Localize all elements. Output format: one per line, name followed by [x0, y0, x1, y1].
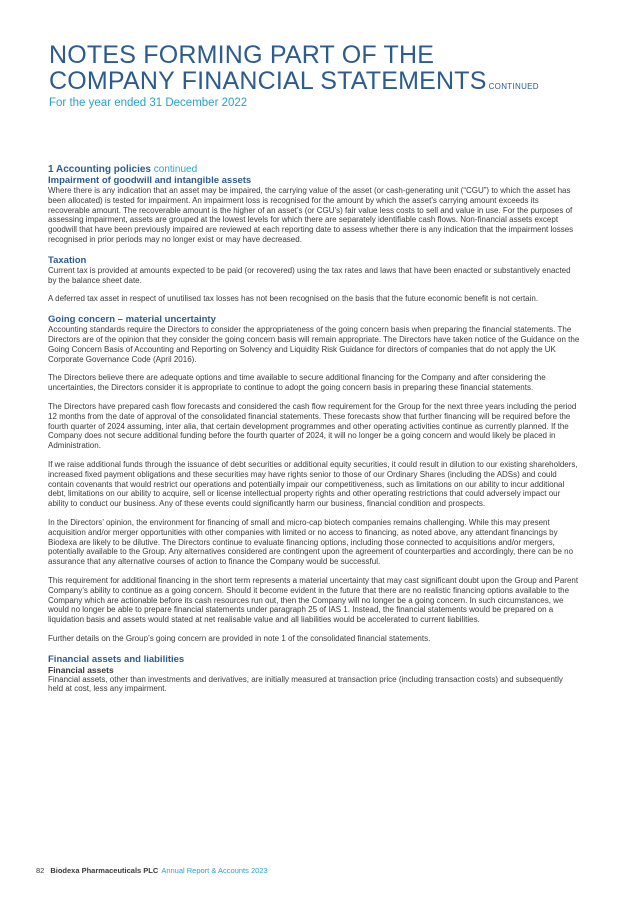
footer-company: Biodexa Pharmaceuticals PLC — [50, 866, 159, 875]
taxation-heading: Taxation — [48, 254, 87, 266]
main-content — [48, 164, 580, 703]
page-title-line2-text: COMPANY FINANCIAL STATEMENTS — [49, 67, 487, 95]
going-concern-paragraph-1: Accounting standards require the Directors to consider the appropriateness of the going concern basis when preparing the financial statements. The Directors are of the opinion that they consider the going concern basis will remain appropriate. The Directors have taken notice of the Guidance on the Going Concern Basis of Accounting and Reporting on Solvency and Liquidity Risk Guidance for directors of companies that do not apply the UK Corporate Governance Code (April 2016). — [48, 325, 580, 364]
financial-assets-subheading: Financial assets — [48, 664, 114, 675]
section-continued: continued — [153, 164, 198, 175]
taxation-paragraph-2: A deferred tax asset in respect of unutilised tax losses has not been recognised on the basis that the future economic benefit is not certain. — [48, 294, 539, 304]
page-title — [49, 42, 609, 100]
going-concern-paragraph-4: If we raise additional funds through the issuance of debt securities or additional equity securities, it could result in dilution to our existing shareholders, increased fixed payment obligations and these securities may have rights senior to those of our Ordinary Shares (including the ADSs) and could contain covenants that would restrict our operations and potentially impair our competitiveness, such as limitations on our ability to incur additional debt, limitations on our ability to acquire, sell or license intellectual property rights and other operating restrictions that could adversely impact our ability to conduct our business. Any of these events could significantly harm our business, financial condition and prospects. — [48, 459, 578, 509]
continued-label: CONTINUED — [488, 82, 539, 91]
financial-assets-paragraph: Financial assets, other than investments and derivatives, are initially measured at transaction price (including transaction costs) and subsequently held at cost, less any impairment. — [48, 674, 563, 694]
taxation-paragraph-1: Current tax is provided at amounts expected to be paid (or recovered) using the tax rates and laws that have been enacted or substantively enacted by the balance sheet date. — [48, 265, 571, 285]
going-concern-paragraph-6: This requirement for additional financing in the short term represents a material uncertainty that may cast significant doubt upon the Group and Parent Company’s ability to continue as a going concern. Should it become evident in the future that there are no realistic financing options available to the Company which are actionable before its cash resources run out, then the Company will no longer be a going concern. In such circumstances, we would no longer be able to prepare financial statements under paragraph 25 of IAS 1. Instead, the financial statements would be prepared on a liquidation basis and assets would stated at net realisable value and all liabilities would be accelerated to current liabilities. — [48, 575, 579, 625]
going-concern-paragraph-7: Further details on the Group’s going concern are provided in note 1 of the consolidated financial statements. — [48, 633, 431, 643]
section-title — [48, 164, 580, 175]
page-footer — [36, 866, 268, 875]
page-subtitle: For the year ended 31 December 2022 — [49, 97, 248, 109]
page-title-line2 — [49, 68, 609, 100]
financial-assets-heading: Financial assets and liabilities — [48, 653, 185, 665]
page-number: 82 — [36, 866, 45, 875]
page-title-line1: NOTES FORMING PART OF THE — [49, 41, 435, 69]
going-concern-paragraph-2: The Directors believe there are adequate options and time available to secure additional financing for the Company and after considering the uncertainties, the Directors consider it is appropriate to continue to adopt the going concern basis in preparing these financial statements. — [48, 373, 546, 393]
going-concern-heading: Going concern – material uncertainty — [48, 314, 216, 326]
going-concern-paragraph-5: In the Directors’ opinion, the environment for financing of small and micro-cap biotech companies remains challenging. While this may present acquisition and/or merger opportunities with other companies with limited or no access to financing, as noted above, any attendant financings by Biodexa are likely to be dilutive. The Directors continue to evaluate financing options, including those connected to acquisitions and/or mergers, potentially available to the Group. Any alternatives considered are contingent upon the agreement of counterparties and accordingly, there can be no assurance that any alternative courses of action to finance the Company would be successful. — [48, 517, 574, 567]
going-concern-paragraph-3: The Directors have prepared cash flow forecasts and considered the cash flow requirement for the Group for the next three years including the period 12 months from the date of approval of the consolidated financial statements. These forecasts show that further financing will be required before the fourth quarter of 2024 assuming, inter alia, that certain development programmes and other operating activities continue as currently planned. If the Company does not secure additional funding before the fourth quarter of 2024, it will no longer be a going concern and would likely be placed in Administration. — [48, 401, 577, 451]
section-title-text: 1 Accounting policies — [48, 164, 151, 175]
impairment-heading: Impairment of goodwill and intangible assets — [48, 175, 252, 186]
footer-report: Annual Report & Accounts 2023 — [161, 866, 268, 875]
impairment-paragraph: Where there is any indication that an asset may be impaired, the carrying value of the asset (or cash-generating unit (“CGU”) to which the asset has been allocated) is tested for impairment. An impairment loss is recognised for the amount by which the asset’s carrying amount exceeds its recoverable amount. The recoverable amount is the higher of an asset’s (or CGU’s) fair value less costs to sell and value in use. For the purposes of assessing impairment, assets are grouped at the lowest levels for which there are separately identifiable cash flows. Non-financial assets except goodwill that have been previously impaired are reviewed at each reporting date to assess whether there is any indication that the impairment losses recognised in prior periods may no longer exist or may have decreased. — [48, 186, 574, 244]
